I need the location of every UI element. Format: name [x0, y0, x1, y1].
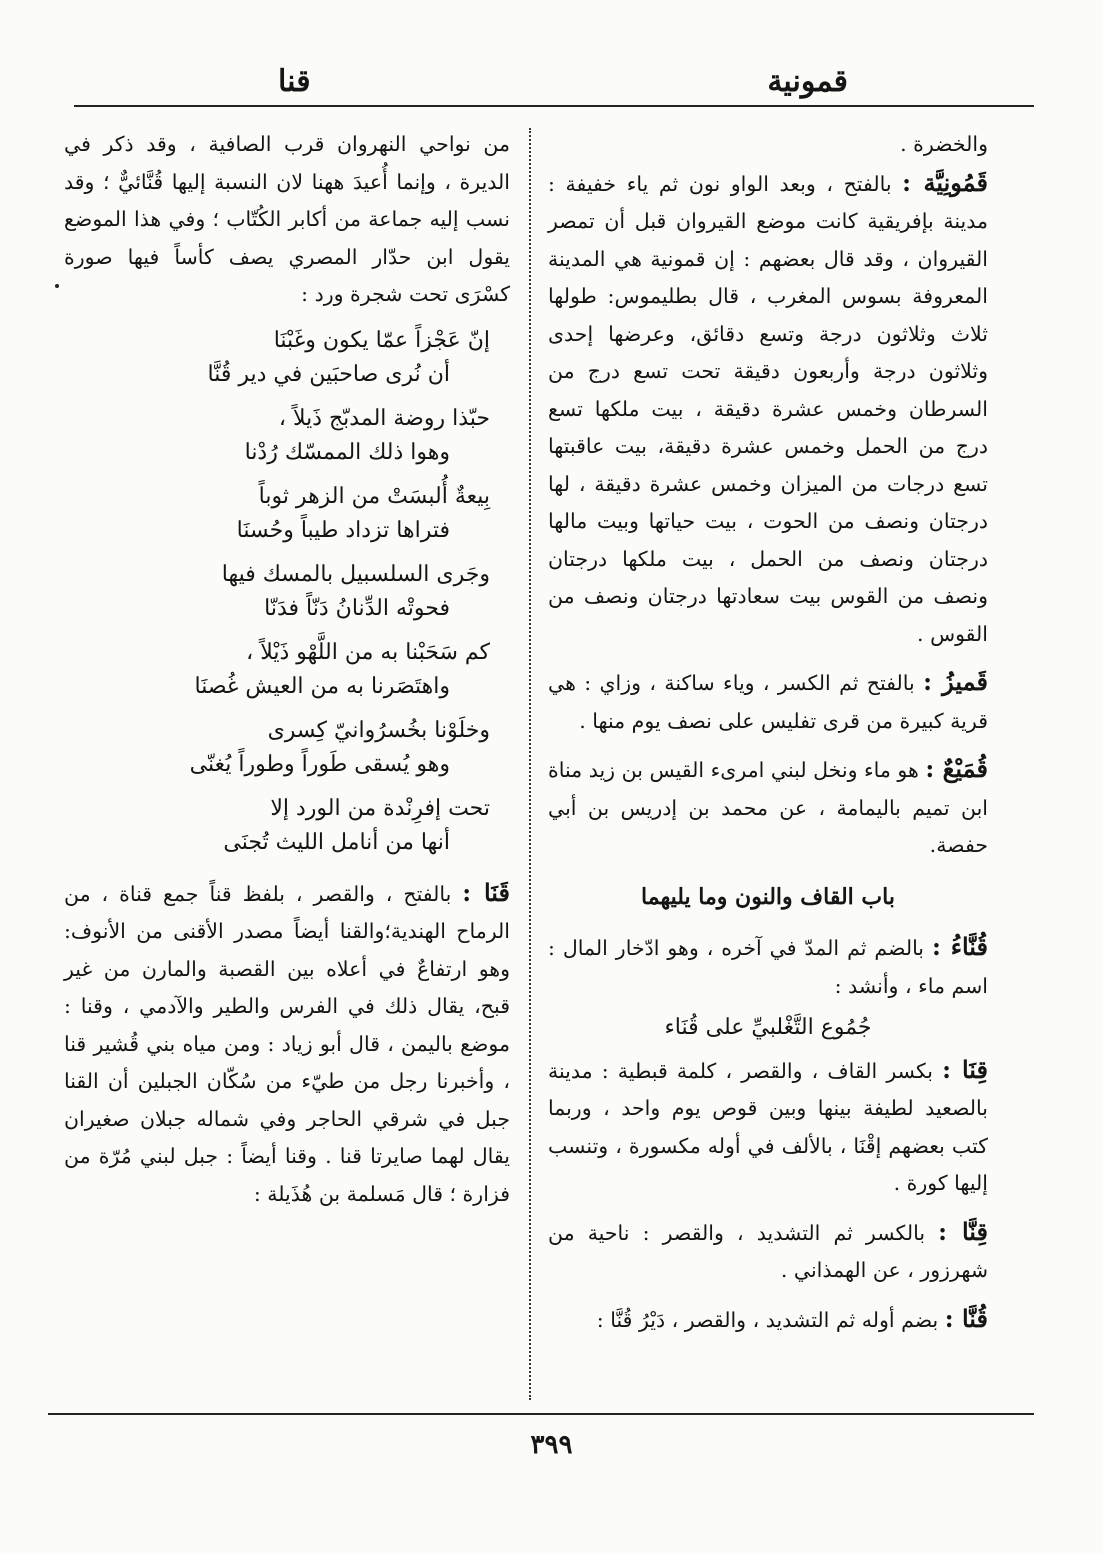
poem-verse: [64, 792, 510, 860]
entry-qamiz: [548, 663, 988, 740]
verse-second-hemistich: وهوا ذلك الممسّك رُدْنا: [244, 439, 450, 465]
verse-first-hemistich: وخلَوْنا بخُسرُوانيّ كِسرى: [267, 717, 490, 743]
continuation-text: من نواحي النهروان قرب الصافية ، وقد ذكر في الديرة ، وإنما أُعيدَ ههنا لان النسبة إليها قُنَّائيٌّ ؛ وقد نسب إليه جماعة من أكابر الكُتّاب ؛ وفي هذا الموضع يقول ابن حدّار المصري يصف كأساً فيها صورة كسْرَى تحت شجرة ورد :: [64, 132, 510, 306]
entry-body: بالضم ثم المدّ في آخره ، وهو ادّخار المال : اسم ماء ، وأنشد :: [548, 936, 988, 998]
entry-headword: قَمُونِيَّة :: [902, 167, 989, 197]
entry-qamuniyya: [548, 164, 988, 654]
entry-qinna: [548, 1213, 988, 1290]
verse-second-hemistich: واهتَصَرنا به من العيش غُصنَا: [194, 673, 450, 699]
section-title: باب القاف والنون وما يليهما: [641, 883, 895, 910]
entry-headword: قَميزُ :: [923, 667, 989, 696]
entry-qina: [548, 1051, 988, 1203]
verse-first-hemistich: بِيعةٌ أُلبسَتْ من الزهر ثوباً: [258, 483, 490, 509]
poem-verse: [64, 480, 510, 548]
entry-qunna: [548, 1300, 988, 1340]
verse-first-hemistich: تحت إفرِنْدة من الورد إلا: [270, 795, 490, 821]
footer-rule: [48, 1413, 1034, 1415]
entry-qunnaa: [548, 928, 988, 1005]
entry-headword: قِنَا :: [942, 1054, 988, 1084]
verse-second-hemistich: أنها من أنامل الليث تُجنَى: [223, 829, 450, 855]
entry-headword: قُنَّاءُ :: [932, 932, 989, 961]
entry-headword: قِنَّا :: [938, 1216, 988, 1246]
page-header: [48, 58, 1048, 108]
quoted-verse: جُمُوع التَّغْلبيِّ على قُنَاء: [664, 1015, 872, 1040]
header-rule: [74, 105, 1034, 107]
entry-body: بالفتح ثم الكسر ، وياء ساكنة ، وزاي : هي قرية كبيرة من قرى تفليس على نصف يوم منها .: [548, 671, 988, 733]
verse-first-hemistich: وجَرى السلسبيل بالمسك فيها: [221, 561, 490, 587]
poem-verse: [64, 558, 510, 626]
entry-headword: قَنَا :: [462, 877, 510, 907]
column-divider: [529, 128, 531, 1400]
continuation-text: والخضرة .: [900, 132, 988, 156]
left-column: [64, 126, 510, 1213]
poem-verse: [64, 402, 510, 470]
right-column: [548, 126, 988, 1339]
entry-body: بالفتح ، والقصر ، بلفظ قناً جمع قناة ، من الرماح الهندية؛والقنا أيضاً مصدر الأقنى من الأنوف: وهو ارتفاعٌ في أعلاه بين القصبة والمارن من غير قبح، يقال ذلك في الفرس والطير والآدمي ، وقنا : موضع باليمن ، قال أبو زياد : ومن مياه بني قُشير قنا ، وأخبرنا رجل من طيّء من سُكّان الجبلين أن القنا جبل في شرقي الحاجر وفي شماله جبلان صغيران يقال لهما صايرتا قنا . وقنا أيضاً : جبل لبني مُرّة من فزارة ؛ قال مَسلمة بن هُذَيلة :: [64, 881, 510, 1206]
verse-second-hemistich: فحوتْه الدِّنانُ دَنّاً فدَنّا: [264, 595, 450, 621]
entry-body: هو ماء ونخل لبني امرىء القيس بن زيد مناة ابن تميم باليمامة ، عن محمد بن إدريس بن أبي حفصة.: [548, 758, 988, 857]
entry-body: بالكسر ثم التشديد ، والقصر : ناحية من شهرزور ، عن الهمذاني .: [548, 1220, 988, 1282]
verse-first-hemistich: كم سَحَبْنا به من اللَّهْو ذَيْلاً ،: [246, 639, 490, 665]
verse-first-hemistich: حبّذا روضة المدبّج ذَيلاً ،: [278, 405, 490, 431]
entry-body: بكسر القاف ، والقصر ، كلمة قبطية : مدينة بالصعيد لطيفة بينها وبين قوص يوم واحد ، وربما كتب بعضهم إقْنَا ، بالألف في أوله مكسورة ، وتنسب إليها كورة .: [548, 1058, 988, 1195]
entry-headword: قُمَيْعٌ :: [925, 754, 988, 783]
poem-verse: [64, 714, 510, 782]
running-head-left: قنا: [278, 64, 311, 99]
margin-dot: [55, 284, 59, 288]
poem-verse: [64, 636, 510, 704]
verse-second-hemistich: أن نُرى صاحبَين في دير قُنَّا: [207, 361, 450, 387]
entry-body: بضم أوله ثم التشديد ، والقصر ، دَيْرُ قُنَّا :: [596, 1307, 939, 1332]
verse-second-hemistich: وهو يُسقى طَوراً وطوراً يُغنّى: [189, 751, 450, 777]
running-head-right: قمونية: [767, 64, 848, 99]
entry-qana: [64, 874, 510, 1214]
page-number: ٣٩٩: [530, 1430, 573, 1460]
verse-second-hemistich: فتراها تزداد طيباً وحُسنَا: [236, 517, 450, 543]
entry-qumay: [548, 750, 988, 865]
entry-headword: قُنَّا :: [944, 1303, 988, 1333]
poem-verse: [64, 324, 510, 392]
verse-first-hemistich: إنّ عَجْزاً عمّا يكون وغَبْنَا: [273, 327, 490, 353]
entry-body: بالفتح ، وبعد الواو نون ثم ياء خفيفة : مدينة بإفريقية كانت موضع القيروان قبل أن تمصر القيروان ، وقد قال بعضهم : إن قمونية هي المدينة المعروفة بسوس المغرب ، قال بطليموس: طولها ثلاث وثلاثون درجة وتسع دقائق، وعرضها إحدى وثلاثون درجة وأربعون دقيقة تحت تسع درج من السرطان وخمس عشرة دقيقة ، بيت ملكها تسع درج من الحمل وخمس عشرة دقيقة، بيت عاقبتها تسع درجات من الميزان وخمس عشرة دقيقة ، لها درجتان ونصف من الحوت ، بيت حياتها وبيت مالها درجتان ونصف من الحمل ، بيت ملكها درجتان ونصف من القوس بيت سعادتها درجتان ونصف من القوس .: [548, 171, 988, 646]
